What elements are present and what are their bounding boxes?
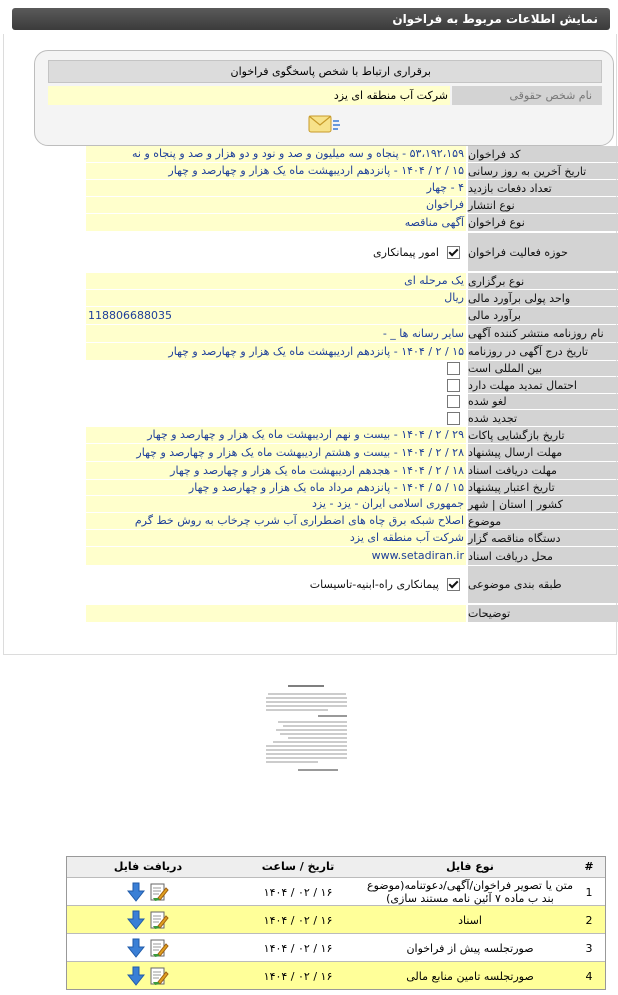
checkbox-group [373,233,462,271]
field-label-text: کشور | استان | شهر [468,497,563,511]
field-label-text: تجدید شده [468,411,518,425]
field-row [86,427,618,443]
field-label-text: توضیحات [468,607,511,620]
field-label [468,530,618,546]
field-row [86,605,618,622]
files-table [66,856,606,990]
field-label-text: کد فراخوان [468,147,521,161]
field-label [468,290,618,306]
field-label-text: برآورد مالی [468,309,521,322]
checkbox-group [447,377,462,393]
field-label-text: حوزه فعالیت فراخوان [468,245,568,259]
field-label [468,343,618,360]
field-row [86,530,618,546]
document-thumbnail[interactable] [258,678,355,810]
field-row [86,273,618,289]
field-value-text: ۱۸ / ۲ / ۱۴۰۴ - هجدهم اردیبهشت ماه یک هزار و چهارصد و چهار [170,464,464,477]
field-value [86,307,466,324]
field-value [86,146,466,162]
download-arrow-icon[interactable] [127,882,145,902]
field-value [86,394,466,409]
field-label [468,377,618,393]
field-label-text: موضوع [468,514,502,528]
checkbox-group [447,394,462,409]
contact-name-value [48,86,450,105]
field-value-text: فراخوان [425,198,464,211]
field-value [86,605,466,622]
field-value [86,343,466,360]
field-row [86,547,618,565]
field-value [86,427,466,443]
page-title: نمایش اطلاعات مربوط به فراخوان [392,12,598,26]
field-value-text: ۱۵ / ۲ / ۱۴۰۴ - پانزدهم اردیبهشت ماه یک هزار و چهارصد و چهار [168,164,464,177]
field-label [468,325,618,342]
field-value [86,214,466,231]
cell-date: ۱۶ / ۰۲ / ۱۴۰۴ [229,933,367,962]
field-value-text[interactable]: www.setadiran.ir [371,549,464,562]
field-value-text: یک مرحله ای [404,274,464,287]
field-row [86,214,618,231]
edit-document-icon[interactable] [149,882,169,902]
field-label [468,605,618,622]
checkbox-unchecked[interactable] [447,395,460,408]
cell-num: 1 [573,877,605,906]
cell-download [67,961,229,990]
checkbox-label: پیمانکاری راه-ابنیه-تاسیسات [309,578,439,591]
field-value [86,361,466,376]
checkbox-group [447,410,462,426]
field-label-text: لغو شده [468,395,507,408]
field-value-text: ۱۵ / ۲ / ۱۴۰۴ - پانزدهم اردیبهشت ماه یک هزار و چهارصد و چهار [168,345,464,358]
field-label [468,361,618,376]
download-arrow-icon[interactable] [127,938,145,958]
field-row [86,325,618,342]
field-label-text: احتمال تمدید مهلت دارد [468,378,577,392]
checkbox-unchecked[interactable] [447,412,460,425]
field-value [86,233,466,271]
field-row [86,343,618,360]
cell-date: ۱۶ / ۰۲ / ۱۴۰۴ [229,961,367,990]
field-row [86,197,618,213]
field-label [468,197,618,213]
field-value [86,513,466,529]
field-row [86,146,618,162]
field-value [86,273,466,289]
download-arrow-icon[interactable] [127,910,145,930]
field-value [86,290,466,306]
checkbox-group [310,566,462,603]
cell-date: ۱۶ / ۰۲ / ۱۴۰۴ [229,877,367,906]
table-row [67,905,605,933]
field-label [468,480,618,495]
field-label-text: محل دریافت اسناد [468,549,553,563]
field-label-text: مهلت دریافت اسناد [468,464,557,477]
field-row [86,496,618,512]
contact-row [48,86,602,105]
field-row [86,180,618,196]
field-row [86,394,618,409]
field-value [86,530,466,546]
contact-name-text: شرکت آب منطقه ای یزد [333,89,448,102]
contact-heading [48,60,602,83]
field-row [86,163,618,179]
field-value [86,462,466,479]
table-row [67,877,605,905]
cell-type: متن یا تصویر فراخوان/آگهی/دعوتنامه(موضوع بند ب ماده ۷ آئین نامه مستند سازی) [367,879,573,905]
checkbox-label: امور پیمانکاری [373,245,439,259]
field-value [86,444,466,461]
field-value [86,496,466,512]
column-header-num: # [573,857,605,877]
field-label [468,444,618,461]
field-value-text: ریال [444,291,464,304]
field-label [468,547,618,565]
field-label-text: تعداد دفعات بازدید [468,181,552,195]
edit-document-icon[interactable] [149,910,169,930]
field-value [86,547,466,565]
checkbox-checked[interactable] [447,246,460,259]
field-label [468,180,618,196]
field-label-text: مهلت ارسال پیشنهاد [468,446,563,459]
download-arrow-icon[interactable] [127,966,145,986]
column-header-date: تاریخ / ساعت [229,857,367,877]
field-row [86,566,618,603]
field-row [86,444,618,461]
field-value [86,163,466,179]
field-label [468,163,618,179]
column-header-type: نوع فایل [367,857,573,877]
field-label-text: نام روزنامه منتشر کننده آگهی [468,327,604,340]
field-label [468,566,618,603]
field-label [468,462,618,479]
field-value-text: شرکت آب منطقه ای یزد [349,531,464,544]
field-value-text: ۲۹ / ۲ / ۱۴۰۴ - بیست و نهم اردیبهشت ماه یک هزار و چهارصد و چهار [147,428,464,441]
envelope-icon[interactable] [307,113,341,137]
checkbox-unchecked[interactable] [447,379,460,392]
field-label-text: دستگاه مناقصه گزار [468,531,561,545]
field-label [468,146,618,162]
table-row [67,961,605,989]
cell-type: اسناد [367,905,573,934]
field-label [468,214,618,231]
field-row [86,462,618,479]
field-label-text: نوع برگزاری [468,274,525,288]
checkbox-checked[interactable] [447,578,460,591]
field-value [86,325,466,342]
contact-heading-label: برقراری ارتباط با شخص پاسخگوی فراخوان [230,65,431,78]
field-value [86,197,466,213]
field-value-text: ۱۵ / ۵ / ۱۴۰۴ - پانزدهم مرداد ماه یک هزار و چهارصد و چهار [188,481,464,494]
field-row [86,480,618,495]
field-label [468,233,618,271]
field-value-text: ۵۳،۱۹۲،۱۵۹ - پنجاه و سه میلیون و صد و نود و دو هزار و صد و پنجاه و نه [132,147,464,160]
field-value-text: آگهی مناقصه [404,216,464,229]
field-value-text: ۴ - چهار [426,181,464,194]
field-row [86,307,618,324]
contact-name-label-text: نام شخص حقوقی [509,89,592,102]
cell-download [67,933,229,962]
cell-num: 4 [573,961,605,990]
field-value-text: اصلاح شبکه برق چاه های اضطراری آب شرب چرخاب به روش خط گرم [134,514,464,527]
field-row [86,233,618,271]
field-value-text: ۲۸ / ۲ / ۱۴۰۴ - بیست و هشتم اردیبهشت ماه یک هزار و چهارصد و چهار [136,446,464,459]
cell-download [67,877,229,906]
field-row [86,513,618,529]
field-value [86,480,466,495]
field-label-text: نوع انتشار [468,198,515,212]
checkbox-unchecked[interactable] [447,362,460,375]
field-row [86,377,618,393]
field-label-text: نوع فراخوان [468,216,525,229]
field-value [86,180,466,196]
field-value [86,410,466,426]
cell-type: صورتجلسه پیش از فراخوان [367,933,573,962]
cell-date: ۱۶ / ۰۲ / ۱۴۰۴ [229,905,367,934]
field-label [468,496,618,512]
field-value-text: 118806688035 [88,309,172,322]
field-row [86,290,618,306]
cell-num: 2 [573,905,605,934]
field-row [86,410,618,426]
field-label-text: تاریخ آخرین به روز رسانی [468,164,587,178]
edit-document-icon[interactable] [149,938,169,958]
field-label-text: بین المللی است [468,362,543,375]
edit-document-icon[interactable] [149,966,169,986]
cell-num: 3 [573,933,605,962]
field-label [468,307,618,324]
column-header-download: دریافت فایل [67,857,229,877]
contact-name-label [452,86,602,105]
page-title-bar [12,8,610,30]
field-label-text: تاریخ درج آگهی در روزنامه [468,345,589,358]
field-row [86,361,618,376]
checkbox-group [447,361,462,376]
field-value-text: سایر رسانه ها _ - [382,327,464,340]
field-label [468,273,618,289]
cell-download [67,905,229,934]
field-value [86,377,466,393]
field-value-text: جمهوری اسلامی ایران - یزد - یزد [311,497,464,510]
field-label-text: تاریخ اعتبار پیشنهاد [468,481,555,494]
field-label [468,410,618,426]
field-label [468,427,618,443]
field-label-text: تاریخ بازگشایی پاکات [468,428,565,442]
field-label-text: واحد پولی برآورد مالی [468,291,571,305]
field-label [468,513,618,529]
cell-type: صورتجلسه تامین منابع مالی [367,961,573,990]
field-label [468,394,618,409]
table-row [67,933,605,961]
field-label-text: طبقه بندی موضوعی [468,578,562,591]
field-value [86,566,466,603]
